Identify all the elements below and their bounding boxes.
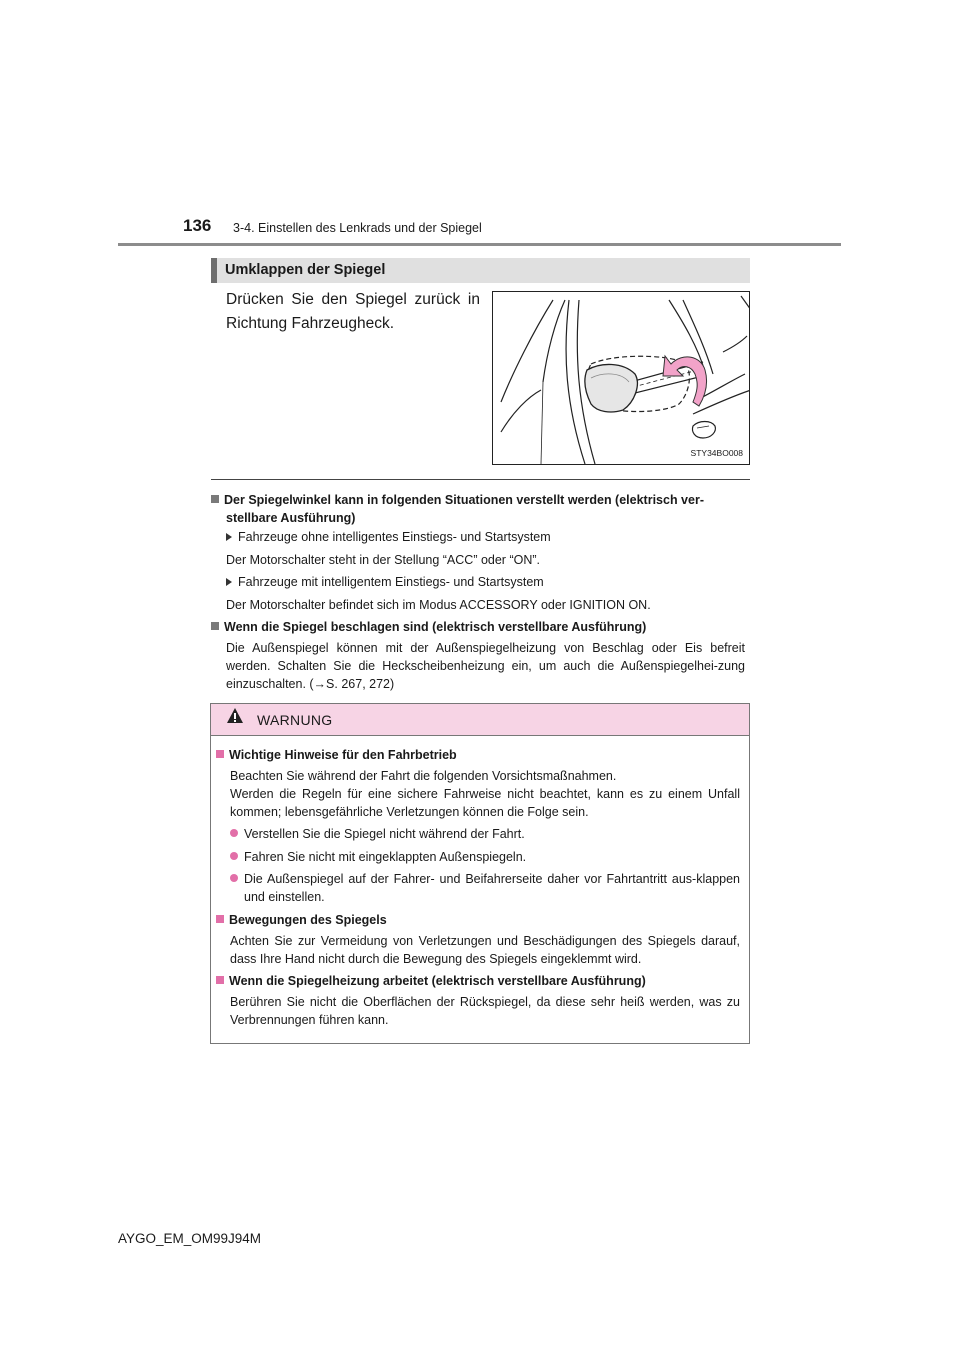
- warning-text: Werden die Regeln für eine sichere Fahrweise nicht beachtet, kann es zu einem Unfall kommen; lebensgefährliche Verletzungen können die Folge sein.: [230, 787, 740, 819]
- triangle-bullet-icon: [226, 533, 232, 541]
- header-rule: [118, 243, 841, 246]
- warning-triangle-icon: [226, 707, 244, 725]
- mirror-fold-illustration: [492, 291, 750, 465]
- warning-bullet-item: [230, 848, 740, 866]
- note-heading: [211, 491, 750, 527]
- square-bullet-icon: [216, 915, 224, 923]
- figure-code: STY34BO008: [690, 448, 743, 458]
- mirror-drawing: [493, 292, 750, 465]
- warning-label: WARNUNG: [257, 712, 333, 728]
- warning-text: Achten Sie zur Vermeidung von Verletzungen und Beschädigungen des Spiegels darauf, dass Ihre Hand nicht durch die Bewegung des Spiegels eingeklemmt wird.: [230, 934, 740, 966]
- document-code: AYGO_EM_OM99J94M: [118, 1231, 262, 1246]
- warning-heading-text: Wichtige Hinweise für den Fahrbetrieb: [229, 748, 457, 762]
- list-item: [226, 528, 750, 546]
- instruction-text: Drücken Sie den Spiegel zurück in Richtung Fahrzeugheck.: [226, 291, 480, 332]
- warning-header: [211, 704, 749, 736]
- page-number: 136: [183, 216, 212, 235]
- note-text: Der Motorschalter befindet sich im Modus ACCESSORY oder IGNITION ON.: [226, 598, 651, 612]
- note-angle-adjust: [211, 491, 750, 527]
- section-heading-bar: [211, 258, 217, 283]
- chapter-title: 3-4. Einstellen des Lenkrads und der Spiegel: [233, 221, 482, 235]
- list-item-label: Fahrzeuge mit intelligentem Einstiegs- und Startsystem: [238, 575, 544, 589]
- list-item: [226, 573, 750, 591]
- bullet-text: Die Außenspiegel auf der Fahrer- und Beifahrerseite daher vor Fahrtantritt aus-klappen und einstellen.: [244, 872, 740, 904]
- warning-text: Berühren Sie nicht die Oberflächen der Rückspiegel, da diese sehr heiß werden, was zu Verbrennungen führen kann.: [230, 995, 740, 1027]
- warning-heading-text: Wenn die Spiegelheizung arbeitet (elektrisch verstellbare Ausführung): [229, 974, 646, 988]
- circle-bullet-icon: [230, 852, 238, 860]
- square-bullet-icon: [211, 495, 219, 503]
- circle-bullet-icon: [230, 874, 238, 882]
- section-heading-text: Umklappen der Spiegel: [225, 262, 386, 278]
- warning-text: Beachten Sie während der Fahrt die folgenden Vorsichtsmaßnahmen.: [230, 769, 617, 783]
- square-bullet-icon: [216, 750, 224, 758]
- warning-heading: [216, 972, 746, 990]
- warning-heading-text: Bewegungen des Spiegels: [229, 913, 387, 927]
- square-bullet-icon: [216, 976, 224, 984]
- square-bullet-icon: [211, 622, 219, 630]
- circle-bullet-icon: [230, 829, 238, 837]
- note-heading-text: Der Spiegelwinkel kann in folgenden Situationen verstellt werden (elektrisch ver-stellbare Ausführung): [224, 493, 704, 525]
- section-divider: [211, 479, 750, 480]
- warning-heading: [216, 911, 746, 929]
- triangle-bullet-icon: [226, 578, 232, 586]
- note-text: Der Motorschalter steht in der Stellung “ACC” oder “ON”.: [226, 553, 540, 567]
- note-fogged-mirror: [211, 618, 750, 636]
- warning-bullet-item: [230, 825, 740, 843]
- note-text: Die Außenspiegel können mit der Außenspiegelheizung von Beschlag oder Eis befreit werden. Schalten Sie die Heckscheibenheizung ein, um auch die Außenspiegelhei-zung einzuschalten. (→S. 267, 272): [226, 641, 745, 691]
- list-item-label: Fahrzeuge ohne intelligentes Einstiegs- und Startsystem: [238, 530, 551, 544]
- section-heading: [211, 258, 750, 283]
- note-heading-text: Wenn die Spiegel beschlagen sind (elektrisch verstellbare Ausführung): [224, 620, 647, 634]
- warning-bullet-item: [230, 870, 740, 906]
- bullet-text: Fahren Sie nicht mit eingeklappten Außenspiegeln.: [244, 850, 527, 864]
- bullet-text: Verstellen Sie die Spiegel nicht während der Fahrt.: [244, 827, 525, 841]
- warning-heading: [216, 746, 746, 764]
